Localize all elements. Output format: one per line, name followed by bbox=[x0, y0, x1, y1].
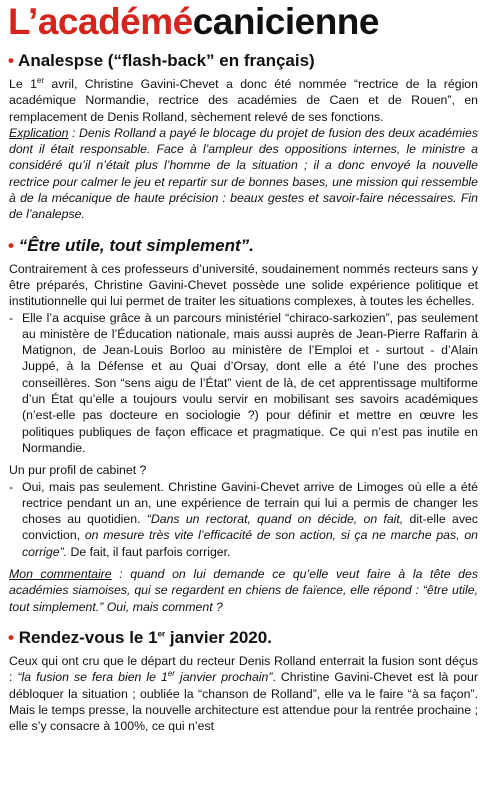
bullet-icon: • bbox=[8, 51, 14, 70]
masthead-title-black: canicienne bbox=[192, 1, 379, 42]
superscript: er bbox=[157, 629, 166, 639]
list-item bbox=[0, 479, 487, 560]
explanation-label: Explication bbox=[9, 125, 69, 140]
question-line: Un pur profil de cabinet ? bbox=[9, 463, 147, 478]
section-analepse bbox=[0, 50, 487, 223]
masthead-title bbox=[0, 0, 487, 50]
comment-label: Mon commentaire bbox=[9, 567, 112, 582]
paragraph bbox=[0, 653, 487, 734]
section-etre-utile bbox=[0, 235, 487, 615]
quote: “la fusion se fera bien le 1 bbox=[17, 670, 168, 685]
paragraph: Contrairement à ces professeurs d’université, soudainement nommés recteurs sans y être préparés, Christine Gavini-Chevet possède une solide expérience politique et institutionnelle qui lui permet de traiter les situations complexes, à toutes les échelles. bbox=[9, 261, 478, 309]
comment-text: : quand on lui demande ce qu’elle veut faire à la tête des académies siamoises, qui se regardent en chiens de faïence, elle répond : “être utile, tout simplement.” Oui, mais comment ? bbox=[9, 567, 478, 614]
paragraph bbox=[0, 76, 487, 125]
section-heading bbox=[0, 235, 487, 257]
section-heading-text: Rendez-vous le 1 bbox=[18, 627, 158, 647]
list-item-text: Elle l’a acquise grâce à un parcours ministériel “chiraco-sarkozien”, pas seulement au ministère de l’Éducation nationale, mais aussi auprès de Jean-Pierre Raffarin à Matignon, de Jean-Louis Borloo au ministère de l’Emploi et - surtout - d’Alain Juppé, à la Défense et au Quai d’Orsay, dont elle a été l’une des proches conseillères. Son “sens aigu de l’État” vient de là, de cet apprentissage multiforme d’un État qu’elle a toujours voulu servir en mobilisant ses savoirs académiques (n’est-elle pas docteure en sociologie ?) pour définir et mettre en œuvre les politiques publiques de façon efficace et pragmatique. Ce qui n’est pas inutile en Normandie. bbox=[22, 310, 478, 455]
paragraph-text: avril, Christine Gavini-Chevet a donc été nommée “rectrice de la région académique Normandie, rectrice des académies de Caen et de Rouen”, en remplacement de Denis Rolland, sèchement relevé de ses fonctions. bbox=[9, 77, 478, 124]
explanation-text: : Denis Rolland a payé le blocage du projet de fusion des deux académies dont il était responsable. Face à l’ampleur des oppositions internes, le ministre a considéré qu’il n’était plus l’homme de la situation ; il a donc envoyé la nouvelle rectrice pour calmer le jeu et repartir sur de bonnes bases, une mission qui ressemble à de la mécanique de haute précision : beaux gestes et savoir-faire nécessaires. Fin de l’analepse. bbox=[9, 125, 478, 222]
section-heading bbox=[0, 50, 487, 72]
section-rendez-vous bbox=[0, 627, 487, 734]
quote: “Dans un rectorat, quand on décide, on fait, bbox=[146, 512, 404, 527]
paragraph-text: Ceux qui ont cru que le départ du recteur Denis Rolland enterrait la fusion sont déçus : bbox=[9, 653, 478, 685]
dash-icon: - bbox=[9, 479, 14, 494]
quote: on mesure très vite l’efficacité de son action, si ça ne marche pas, on corrige”. bbox=[22, 528, 478, 559]
list-item-text: dit-elle avec conviction, bbox=[22, 512, 478, 543]
dash-icon: - bbox=[9, 310, 14, 325]
section-heading-text: “Être utile, tout simplement”. bbox=[18, 235, 254, 255]
masthead-title-red: L’académé bbox=[8, 1, 193, 42]
list-item-text: De fait, il faut parfois corriger. bbox=[67, 544, 231, 559]
superscript: er bbox=[167, 669, 175, 679]
section-heading-text: janvier 2020. bbox=[165, 627, 272, 647]
section-heading-text: Analespse (“flash-back” en français) bbox=[18, 51, 315, 70]
section-heading bbox=[0, 627, 487, 649]
list-item-text: Oui, mais pas seulement. Christine Gavini-Chevet arrive de Limoges où elle a été rectrice pendant un an, une expérience de terrain qui lui a permis de changer les choses au quotidien. bbox=[22, 479, 478, 527]
paragraph-text: Le 1 bbox=[9, 77, 37, 91]
bullet-icon: • bbox=[8, 235, 14, 255]
comment-paragraph bbox=[0, 566, 487, 615]
explanation-paragraph bbox=[0, 125, 487, 223]
paragraph-text: . Christine Gavini-Chevet est là pour débloquer la situation ; oubliée la “chanson de Rolland”, elle va le faire “à sa façon”. Mais le temps presse, la nouvelle architecture est attendue pour la rentrée prochaine ; elle s’y consacre à 100%, ce qui n’est bbox=[9, 670, 478, 734]
superscript: er bbox=[36, 75, 45, 85]
bullet-icon: • bbox=[8, 627, 14, 647]
quote: janvier prochain” bbox=[174, 670, 273, 685]
list-item bbox=[0, 310, 487, 457]
